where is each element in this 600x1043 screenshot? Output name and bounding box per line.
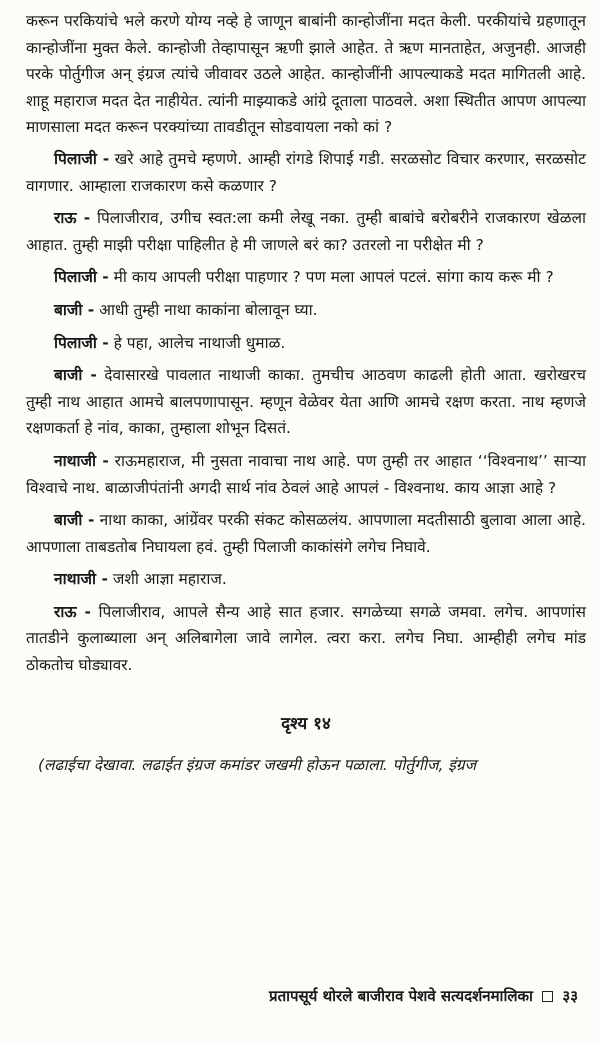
- dialogue-line: [26, 330, 586, 357]
- speaker-name: राऊ -: [54, 602, 91, 621]
- intro-paragraph: करून परकियांचे भले करणे योग्य नव्हे हे जाणून बाबांनी कान्होजींना मदत केली. परकीयांचे ग्रहणातून कान्होजींना मुक्त केले. कान्होजी तेव्हापासून ऋणी झाले आहेत. ते ऋण मानताहेत, अजुनही. आजही परके पोर्तुगीज अन् इंग्रज त्यांचे जीवावर उठले आहेत. कान्होजींनी आपल्याकडे मदत मागितली आहे. शाहू महाराज मदत देत नाहीयेत. त्यांनी माझ्याकडे आंग्रे दूताला पाठवले. अशा स्थितीत आपण आपल्या माणसाला मदत करून परक्यांच्या तावडीतून सोडवायला नको कां ?: [26, 12, 586, 137]
- dialogue: [26, 146, 586, 679]
- speech-text: राऊमहाराज, मी नुसता नावाचा नाथ आहे. पण तुम्ही तर आहात ‘‘विश्वनाथ’’ साऱ्या विश्वाचे नाथ. बाळाजीपंतांनी अगदी सार्थ नांव ठेवलं आहे आपलं - विश्वनाथ. काय आज्ञा आहे ?: [26, 451, 586, 497]
- speech-text: आधी तुम्ही नाथा काकांना बोलावून घ्या.: [94, 300, 318, 319]
- scene-heading: दृश्य १४: [281, 713, 331, 734]
- dialogue-line: [26, 599, 586, 679]
- speech-text: जशी आज्ञा महाराज.: [107, 570, 227, 589]
- stage-direction: (लढाईचा देखावा. लढाईत इंग्रज कमांडर जखमी होऊन पळाला. पोर्तुगीज, इंग्रज: [38, 755, 477, 774]
- speaker-name: बाजी -: [54, 511, 95, 530]
- speech-text: खरे आहे तुमचे म्हणणे. आम्ही रांगडे शिपाई गडी. सरळसोट विचार करणार, सरळसोट वागणार. आम्हाला राजकारण कसे कळणार ?: [26, 149, 586, 195]
- dialogue-line: [26, 146, 586, 199]
- speech-text: नाथा काका, आंग्रेंवर परकी संकट कोसळलंय. आपणाला मदतीसाठी बुलावा आला आहे. आपणाला ताबडतोब निघायला हवं. तुम्ही पिलाजी काकांसंगे लगेच निघावे.: [26, 511, 586, 556]
- speech-text: देवासारखे पावलात नाथाजी काका. तुमचीच आठवण काढली होती आता. खरोखरच तुम्ही नाथ आहात आमचे बालपणापासून. म्हणून वेळेवर येता आणि आमचे रक्षण करता. नाथ म्हणजे रक्षणकर्ता हे नांव, काका, तुम्हाला शोभून दिसतं.: [26, 366, 586, 438]
- dialogue-line: [26, 297, 586, 324]
- page-footer: [269, 986, 578, 1006]
- speaker-name: राऊ -: [54, 209, 91, 228]
- dialogue-line: [26, 205, 586, 258]
- speaker-name: पिलाजी -: [54, 268, 109, 287]
- speaker-name: पिलाजी -: [54, 333, 109, 352]
- dialogue-line: [26, 264, 586, 291]
- speaker-name: पिलाजी -: [54, 149, 110, 168]
- speech-text: हे पहा, आलेच नाथाजी धुमाळ.: [108, 333, 286, 352]
- speech-text: पिलाजीराव, आपले सैन्य आहे सात हजार. सगळेच्या सगळे जमवा. लगेच. आपणांस तातडीने कुलाब्याला अन् अलिबागेला जावे लागेल. त्वरा करा. लगेच निघा. आम्हीही लगेच मांड ठोकतोच घोड्यावर.: [26, 602, 586, 675]
- dialogue-line: [26, 566, 586, 593]
- square-bullet-icon: [542, 991, 553, 1002]
- speaker-name: नाथाजी -: [54, 570, 108, 589]
- dialogue-line: [26, 362, 586, 442]
- speaker-name: बाजी -: [54, 366, 97, 385]
- dialogue-line: [26, 448, 586, 501]
- speaker-name: बाजी -: [54, 300, 95, 319]
- speech-text: पिलाजीराव, उगीच स्वत:ला कमी लेखू नका. तुम्ही बाबांचे बरोबरीने राजकारण खेळला आहात. तुम्ही माझी परीक्षा पाहिलीत हे मी जाणले बरं का? उतरलो ना परीक्षेत मी ?: [26, 209, 586, 254]
- speech-text: मी काय आपली परीक्षा पाहणार ? पण मला आपलं पटलं. सांगा काय करू मी ?: [108, 268, 554, 287]
- speaker-name: नाथाजी -: [54, 451, 109, 470]
- dialogue-line: [26, 507, 586, 560]
- page-number: ३३: [562, 987, 578, 1005]
- series-title: प्रतापसूर्य थोरले बाजीराव पेशवे सत्यदर्शनमालिका: [269, 987, 533, 1005]
